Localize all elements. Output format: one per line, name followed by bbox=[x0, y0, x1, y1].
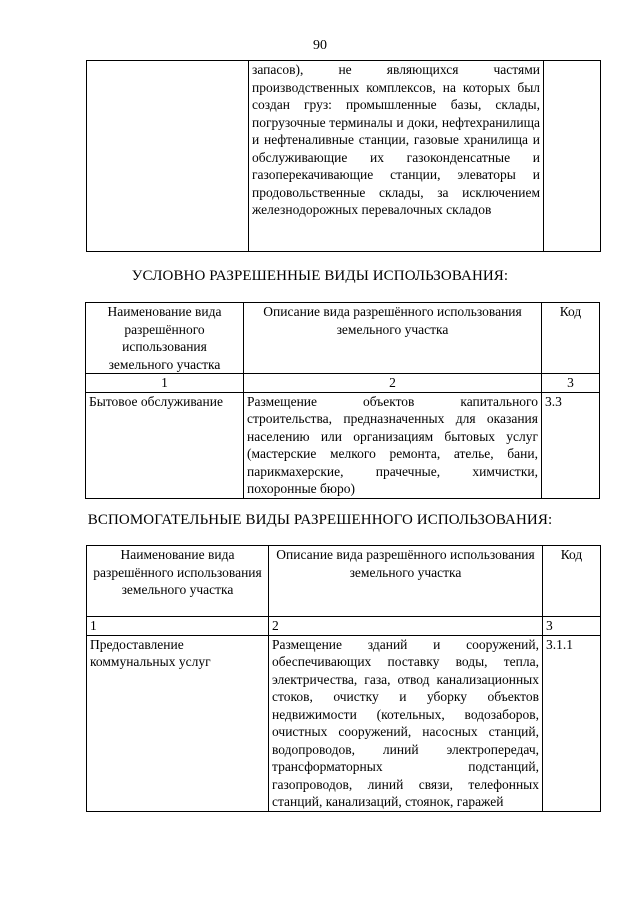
header-code: Код bbox=[543, 546, 601, 617]
table-number-row bbox=[87, 617, 601, 636]
column-number: 3 bbox=[542, 374, 600, 393]
code-cell: 3.3 bbox=[542, 392, 600, 498]
continuation-table bbox=[86, 60, 601, 252]
column-number: 2 bbox=[244, 374, 542, 393]
table-row bbox=[86, 392, 600, 498]
header-description: Описание вида разрешённого использования земельного участка bbox=[244, 303, 542, 374]
column-number: 2 bbox=[269, 617, 543, 636]
header-name: Наименование вида разрешённого использования земельного участка bbox=[86, 303, 244, 374]
column-number: 1 bbox=[87, 617, 269, 636]
code-cell bbox=[544, 61, 601, 252]
name-cell: Бытовое обслуживание bbox=[86, 392, 244, 498]
header-description: Описание вида разрешённого использования земельного участка bbox=[269, 546, 543, 617]
section-heading-conditional: УСЛОВНО РАЗРЕШЕННЫЕ ВИДЫ ИСПОЛЬЗОВАНИЯ: bbox=[131, 268, 509, 284]
table-header-row bbox=[87, 546, 601, 617]
conditional-uses-table bbox=[85, 302, 600, 499]
description-cell: запасов), не являющихся частями производственных комплексов, на которых был создан груз: промышленные базы, склады, погрузочные терминалы и доки, нефтехранилища и нефтеналивные станции, газовые хранилища и обслуживающие их газоконденсатные и газоперекачивающие станции, элеваторы и продовольственные склады, за исключением железнодорожных перевалочных складов bbox=[249, 61, 544, 252]
table-number-row bbox=[86, 374, 600, 393]
code-cell: 3.1.1 bbox=[543, 635, 601, 811]
description-cell: Размещение зданий и сооружений, обеспечивающих поставку воды, тепла, электричества, газа, отвод канализационных стоков, очистку и уборку объектов недвижимости (котельных, водозаборов, очистных сооружений, насосных станций, водопроводов, линий электропередач, трансформаторных подстанций, газопроводов, линий связи, телефонных станций, канализаций, стоянок, гаражей bbox=[269, 635, 543, 811]
description-cell: Размещение объектов капитального строительства, предназначенных для оказания населению или организациям бытовых услуг (мастерские мелкого ремонта, ателье, бани, парикмахерские, прачечные, химчистки, похоронные бюро) bbox=[244, 392, 542, 498]
header-code: Код bbox=[542, 303, 600, 374]
section-heading-auxiliary: ВСПОМОГАТЕЛЬНЫЕ ВИДЫ РАЗРЕШЕННОГО ИСПОЛЬЗОВАНИЯ: bbox=[87, 512, 553, 528]
column-number: 1 bbox=[86, 374, 244, 393]
table-row bbox=[87, 61, 601, 252]
name-cell bbox=[87, 61, 249, 252]
page-number: 90 bbox=[313, 38, 327, 53]
auxiliary-uses-table bbox=[86, 545, 601, 812]
header-name: Наименование вида разрешённого использования земельного участка bbox=[87, 546, 269, 617]
table-header-row bbox=[86, 303, 600, 374]
column-number: 3 bbox=[543, 617, 601, 636]
table-row bbox=[87, 635, 601, 811]
name-cell: Предоставление коммунальных услуг bbox=[87, 635, 269, 811]
